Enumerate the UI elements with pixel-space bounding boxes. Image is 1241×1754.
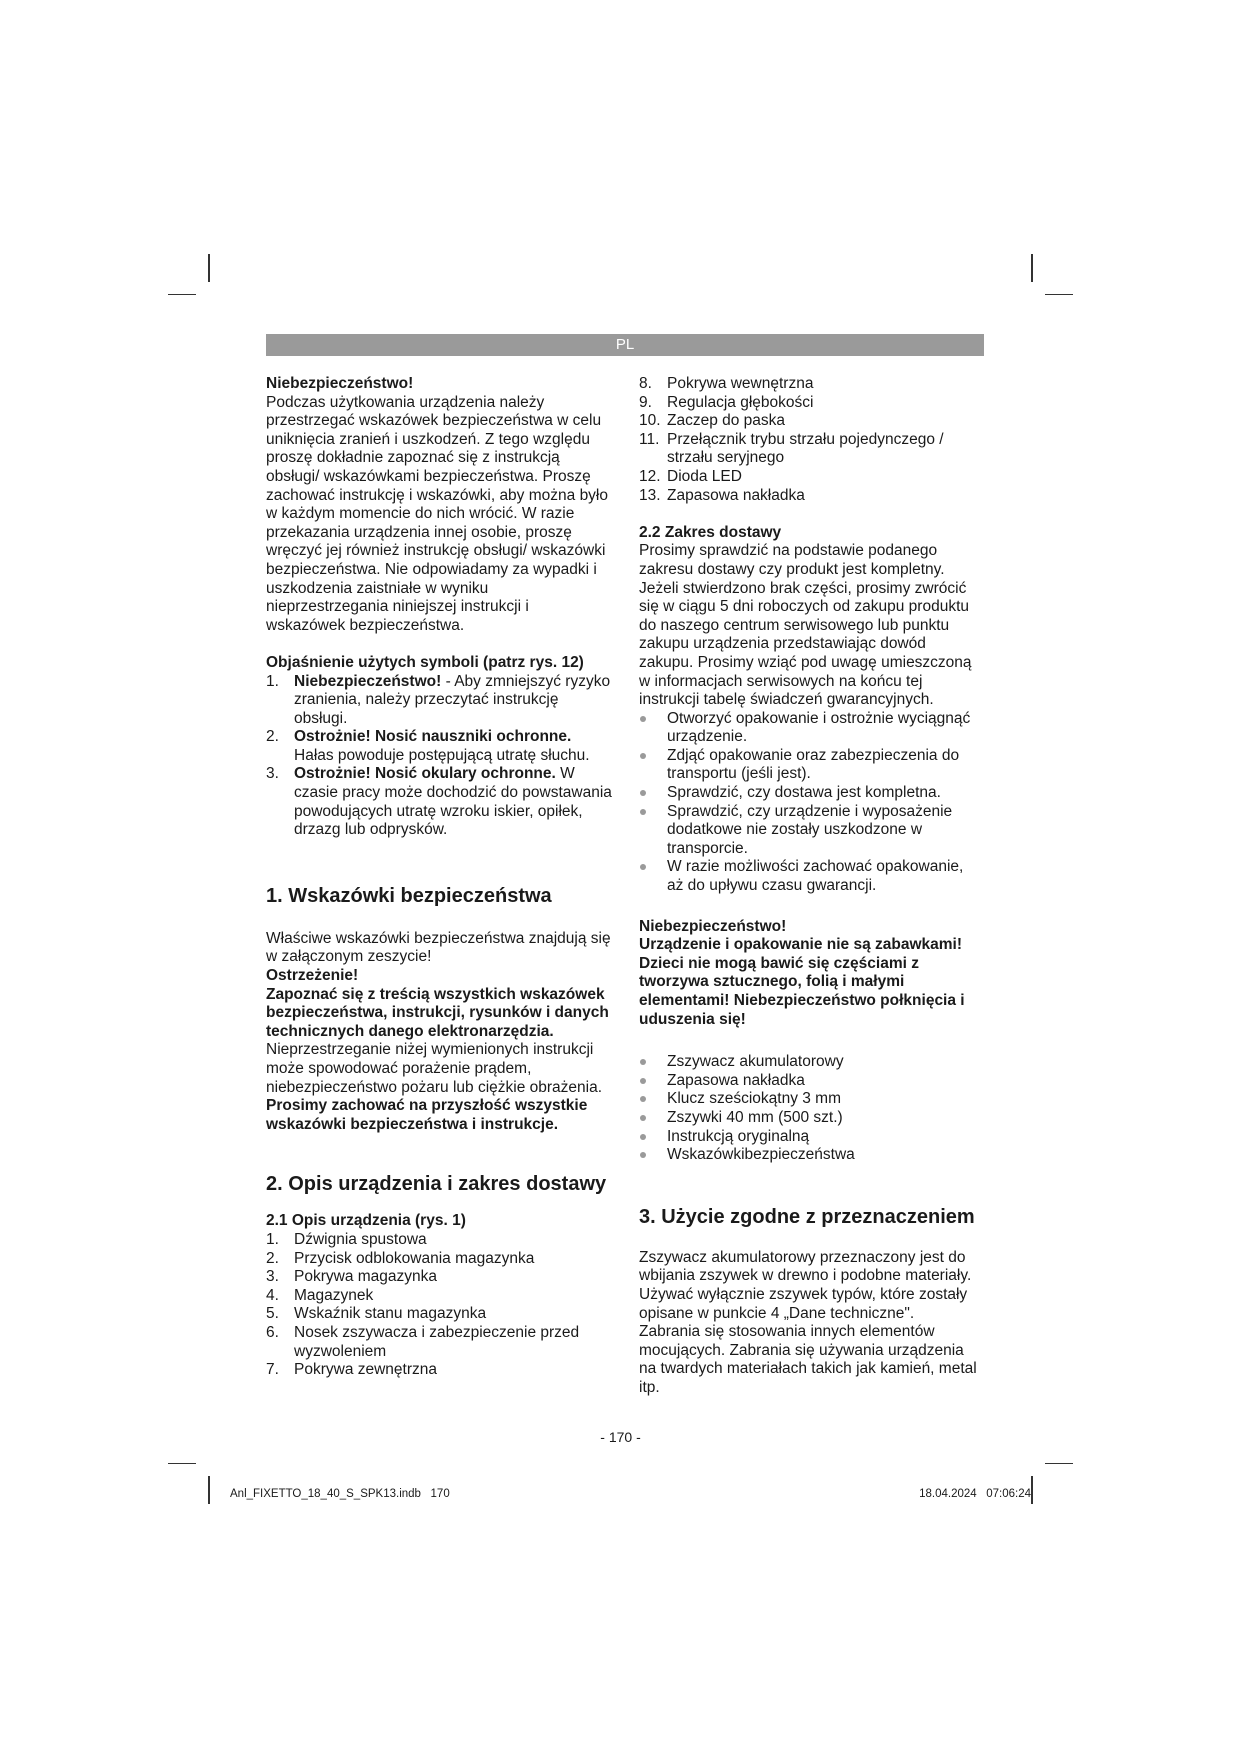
list-item: 4. Magazynek: [266, 1286, 374, 1304]
section-3-text: Zszywacz akumulatorowy przeznaczony jest do wbijania zszywek w drewno i podobne materiały. Używać wyłącznie zszywek typów, które zostały opisane w punkcie 4 „Dane techniczne". Zabrania się stosowania innych elementów mocujących. Zabrania się używania urządzenia na twardych materiałach takich jak kamień, metal itp.: [639, 1248, 977, 1396]
page-number: - 170 -: [600, 1429, 641, 1445]
section-1-keep: Prosimy zachować na przyszłość wszystkie wskazówki bezpieczeństwa i instrukcje.: [266, 1097, 588, 1133]
list-item: 1. Niebezpieczeństwo! - Aby zmniejszyć ryzyko zranienia, należy przeczytać instrukcję obsługi.: [266, 672, 611, 727]
crop-mark: [1031, 1476, 1033, 1504]
crop-mark: [1045, 294, 1073, 295]
warning-label: Ostrzeżenie!: [266, 967, 359, 985]
list-item: Zapasowa nakładka: [639, 1072, 979, 1091]
crop-mark: [208, 1476, 210, 1504]
danger-heading: Niebezpieczeństwo!: [266, 375, 414, 392]
left-column: [266, 375, 612, 1380]
list-item: Zszywki 40 mm (500 szt.): [639, 1109, 979, 1128]
unpacking-steps-list: [639, 710, 979, 896]
list-item: 3. Ostrożnie! Nosić okulary ochronne. W czasie pracy może dochodzić do powstawania powodujących utratę wzroku iskier, opiłek, drzazg lub odprysków.: [266, 765, 612, 839]
list-item: 8. Pokrywa wewnętrzna: [639, 375, 814, 392]
list-item: Zszywacz akumulatorowy: [639, 1053, 979, 1072]
crop-mark: [168, 1463, 196, 1464]
section-2-2-heading: 2.2 Zakres dostawy: [639, 523, 782, 541]
section-3-heading: 3. Użycie zgodne z przeznaczeniem: [639, 1205, 975, 1228]
footer-timestamp: 18.04.2024 07:06:24: [919, 1488, 1031, 1500]
list-item: Wskazówkibezpieczeństwa: [639, 1146, 979, 1165]
list-item: Klucz sześciokątny 3 mm: [639, 1090, 979, 1109]
parts-list-right: [639, 375, 979, 505]
list-item: 11. Przełącznik trybu strzału pojedynczego / strzału seryjnego: [639, 430, 944, 467]
symbols-list: [266, 673, 612, 840]
list-item: Instrukcją oryginalną: [639, 1128, 979, 1147]
language-header-bar: [266, 334, 984, 356]
crop-mark: [208, 254, 210, 282]
list-item: W razie możliwości zachować opakowanie, aż do upływu czasu gwarancji.: [639, 858, 979, 895]
list-item: 9. Regulacja głębokości: [639, 393, 814, 411]
right-column: [639, 375, 979, 1398]
list-item: 2. Ostrożnie! Nosić nauszniki ochronne. Hałas powoduje postępującą utratę słuchu.: [266, 728, 590, 764]
list-item: 12. Dioda LED: [639, 467, 742, 485]
list-item: 1. Dźwignia spustowa: [266, 1230, 427, 1248]
section-1-heading: 1. Wskazówki bezpieczeństwa: [266, 884, 552, 907]
list-item: 3. Pokrywa magazynka: [266, 1268, 438, 1286]
list-item: 6. Nosek zszywacza i zabezpieczenie przed wyzwoleniem: [266, 1323, 580, 1360]
section-2-heading: 2. Opis urządzenia i zakres dostawy: [266, 1173, 607, 1196]
crop-mark: [168, 294, 196, 295]
list-item: 10. Zaczep do paska: [639, 412, 786, 430]
section-2-1-heading: 2.1 Opis urządzenia (rys. 1): [266, 1212, 466, 1230]
list-item: 7. Pokrywa zewnętrzna: [266, 1361, 438, 1379]
parts-list-left: [266, 1231, 612, 1380]
delivery-contents-list: [639, 1053, 979, 1165]
danger-text: Podczas użytkowania urządzenia należy przestrzegać wskazówek bezpieczeństwa w celu uniknięcia zranień i uszkodzeń. Z tego względu proszę dokładnie zapoznać się z instrukcją obsługi/ wskazówkami bezpieczeństwa. Proszę zachować instrukcję i wskazówki, aby można było w każdym momencie do nich wrócić. W razie przekazania urządzenia innej osobie, proszę wręczyć jej również instrukcję obsługi/ wskazówki bezpieczeństwa. Nie odpowiadamy za wypadki i uszkodzenia zaistniałe w wyniku nieprzestrzegania niniejszej instrukcji i wskazówek bezpieczeństwa.: [266, 393, 608, 634]
crop-mark: [1045, 1463, 1073, 1464]
list-item: Otworzyć opakowanie i ostrożnie wyciągnąć urządzenie.: [639, 710, 979, 747]
footer-filename: Anl_FIXETTO_18_40_S_SPK13.indb 170: [230, 1488, 450, 1500]
section-2-2-text: Prosimy sprawdzić na podstawie podanego zakresu dostawy czy produkt jest kompletny. Jeżeli stwierdzono brak części, prosimy zwrócić się w ciągu 5 dni roboczych od zakupu produktu do naszego centrum serwisowego lub punktu zakupu urządzenia przedstawiając dowód zakupu. Prosimy wziąć pod uwagę umieszczoną w informacjach serwisowych na końcu tej instrukcji tabelę świadczeń gwarancyjnych.: [639, 542, 972, 709]
danger-text-2: Urządzenie i opakowanie nie są zabawkami! Dzieci nie mogą bawić się częściami z tworzywa sztucznego, folią i małymi elementami! Niebezpieczeństwo połknięcia i uduszenia się!: [639, 936, 965, 1028]
list-item: Sprawdzić, czy urządzenie i wyposażenie dodatkowe nie zostały uszkodzone w transporcie.: [639, 803, 979, 859]
language-label: PL: [615, 336, 635, 353]
symbols-heading: Objaśnienie użytych symboli (patrz rys. 12): [266, 653, 584, 671]
list-item: 5. Wskaźnik stanu magazynka: [266, 1305, 487, 1323]
list-item: 13. Zapasowa nakładka: [639, 486, 805, 504]
section-1-intro: Właściwe wskazówki bezpieczeństwa znajdują się w załączonym zeszycie!: [266, 929, 611, 966]
section-1-body: Zapoznać się z treścią wszystkich wskazówek bezpieczeństwa, instrukcji, rysunków i danych technicznych danego elektronarzędzia. Nieprzestrzeganie niżej wymienionych instrukcji może spowodować porażenie prądem, niebezpieczeństwo pożaru lub ciężkie obrażenia.: [266, 985, 609, 1096]
danger-heading-2: Niebezpieczeństwo!: [639, 917, 787, 935]
list-item: Zdjąć opakowanie oraz zabezpieczenia do transportu (jeśli jest).: [639, 747, 979, 784]
list-item: 2. Przycisk odblokowania magazynka: [266, 1249, 535, 1267]
crop-mark: [1031, 254, 1033, 282]
list-item: Sprawdzić, czy dostawa jest kompletna.: [639, 784, 979, 803]
